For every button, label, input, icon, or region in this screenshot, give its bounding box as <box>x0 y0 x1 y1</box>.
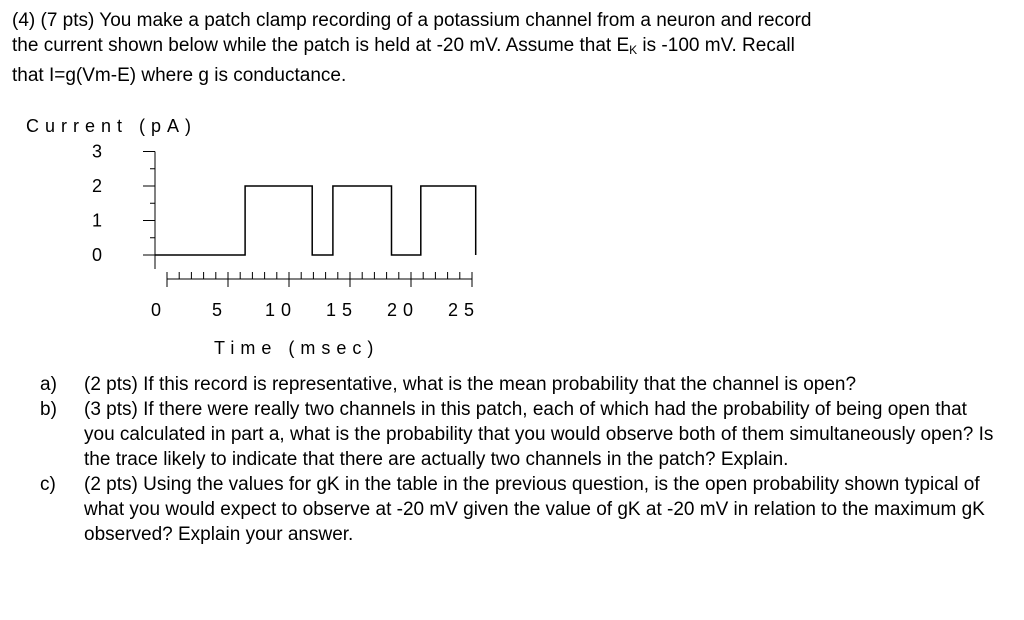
x-tick-label: 15 <box>325 300 359 320</box>
ek-subscript: K <box>629 43 638 57</box>
part-a-marker: a) <box>40 374 57 395</box>
part-a <box>40 372 1000 397</box>
x-tick-label: 20 <box>386 300 420 320</box>
question-parts <box>40 372 1000 547</box>
y-tick-labels <box>92 142 102 266</box>
intro-line-2-tail: is -100 mV. Recall <box>637 35 795 56</box>
part-c-marker: c) <box>40 474 56 495</box>
intro-line-1: (4) (7 pts) You make a patch clamp recording of a potassium channel from a neuron and record <box>12 10 812 31</box>
part-c <box>40 472 1000 547</box>
x-tick-label: 0 <box>150 300 168 320</box>
part-b-text: (3 pts) If there were really two channels in this patch, each of which had the probability of being open that you calculated in part a, what is the probability that you would observe both of them simultaneously open? Is the trace likely to indicate that there are actually two channels in the patch? Explain. <box>84 399 994 470</box>
intro-line-3: that I=g(Vm-E) where g is conductance. <box>12 65 347 86</box>
part-b <box>40 397 1000 472</box>
axes <box>143 152 472 288</box>
y-tick-label: 1 <box>91 210 103 231</box>
intro-line-2-text: the current shown below while the patch is held at -20 mV. Assume that E <box>12 35 630 56</box>
y-tick-label: 0 <box>91 245 103 265</box>
x-axis-label: Time (msec) <box>214 338 380 358</box>
part-b-marker: b) <box>40 399 57 420</box>
part-a-text: (2 pts) If this record is representative, what is the mean probability that the channel is open? <box>84 374 857 395</box>
y-tick-label: 3 <box>91 141 103 162</box>
y-axis-label: Current (pA) <box>26 116 198 136</box>
x-tick-label: 5 <box>211 300 229 320</box>
x-tick-labels <box>151 300 480 320</box>
current-trace-line <box>155 186 476 255</box>
y-tick-label: 2 <box>91 176 103 196</box>
part-c-text: (2 pts) Using the values for gK in the table in the previous question, is the open probability shown typical of what you would expect to observe at -20 mV given the value of gK at -20 mV in relation to the maximum gK observed? Explain your answer. <box>84 474 985 545</box>
x-tick-label: 10 <box>264 300 298 320</box>
x-tick-label: 25 <box>447 300 481 320</box>
